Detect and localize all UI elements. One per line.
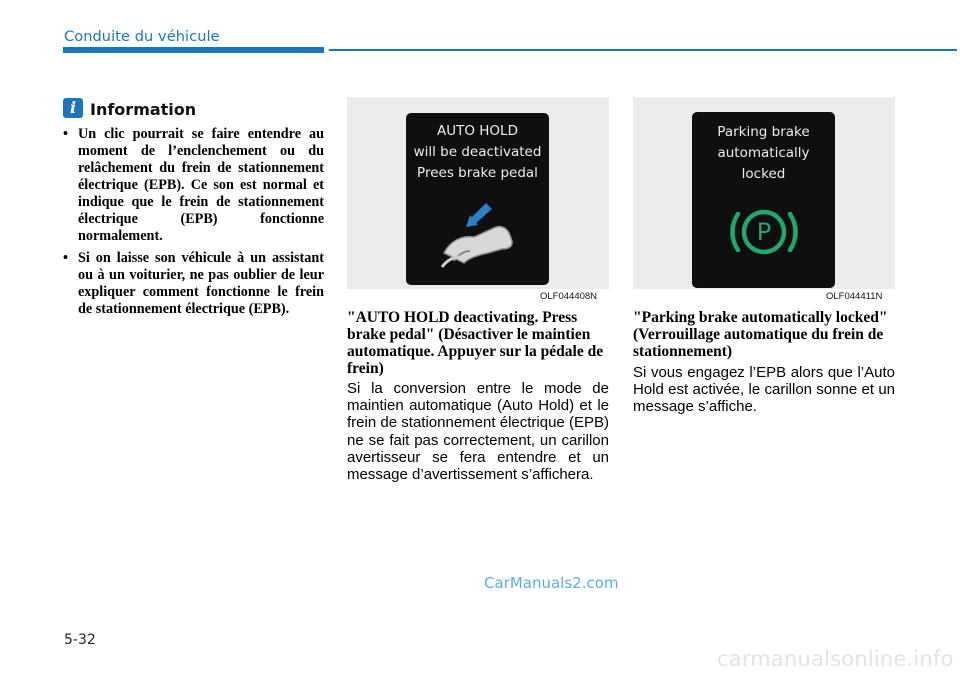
watermark-link[interactable]: CarManuals2.com bbox=[484, 574, 619, 592]
header-rule-thick bbox=[63, 47, 324, 53]
info-bullet: • Si on laisse son véhicule à un assistant ou à un voiturier, ne pas oublier de leur expliquer comment fonctionne le frein de stationnement électrique (EPB). bbox=[62, 250, 324, 318]
watermark-text: carmanualsonline.info bbox=[717, 647, 954, 671]
info-heading: Information bbox=[90, 100, 197, 119]
figure-description: Si vous engagez l’EPB alors que l’Auto Hold est activée, le carillon sonne et un message s’affiche. bbox=[633, 364, 895, 416]
section-title: Conduite du véhicule bbox=[64, 29, 220, 45]
parking-brake-icon bbox=[728, 204, 800, 260]
parking-brake-figure bbox=[633, 97, 895, 289]
page-number: 5-32 bbox=[64, 632, 96, 648]
figure-caption: "Parking brake automatically locked" (Verrouillage automatique du frein de stationnement) bbox=[633, 309, 888, 360]
cluster-display bbox=[692, 112, 835, 288]
figure-code: OLF044411N bbox=[826, 291, 883, 302]
display-message: AUTO HOLD will be deactivated Prees brake pedal bbox=[413, 123, 542, 181]
cluster-display bbox=[406, 113, 549, 285]
info-bullet: • Un clic pourrait se faire entendre au moment de l’enclenchement ou du relâchement du frein de stationnement électrique (EPB). Ce son est normal et indique que le frein de stationnement électrique (EPB) fonctionne normalement. bbox=[62, 126, 324, 245]
header-rule-thin bbox=[329, 49, 957, 51]
figure-description: Si la conversion entre le mode de maintien automatique (Auto Hold) et le frein de stationnement électrique (EPB) ne se fait pas correctement, un carillon avertisseur se fera entendre et un message d’avertissement s’affichera. bbox=[347, 380, 609, 484]
figure-caption: "AUTO HOLD deactivating. Press brake pedal" (Désactiver le maintien automatique. Appuyer sur la pédale de frein) bbox=[347, 309, 604, 377]
figure-code: OLF044408N bbox=[540, 291, 598, 302]
display-message: Parking brake automatically locked bbox=[717, 124, 810, 182]
svg-text:P: P bbox=[756, 218, 772, 246]
brake-pedal-icon bbox=[440, 197, 520, 281]
auto-hold-figure bbox=[347, 97, 609, 289]
info-bullet-list bbox=[62, 126, 324, 323]
info-icon: i bbox=[63, 98, 83, 118]
